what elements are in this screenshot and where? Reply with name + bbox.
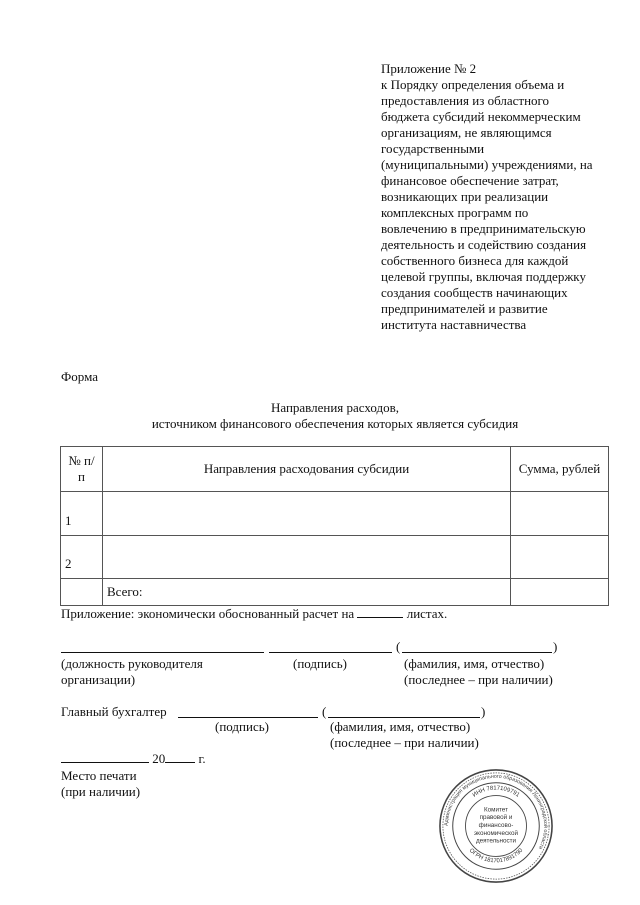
appendix-line: деятельность и содействию создания (381, 237, 587, 252)
total-label: Всего: (103, 579, 511, 606)
name-bracket-close: ) (553, 639, 558, 654)
table-row (61, 492, 609, 536)
accountant-label: Главный бухгалтер (61, 704, 167, 719)
title-line-2: источником финансового обеспечения которых является субсидия (151, 416, 519, 431)
appendix-line: бюджета субсидий некоммерческим (381, 109, 581, 124)
attachment-prefix: Приложение: экономически обоснованный расчет на (61, 606, 355, 621)
name-caption-2: (последнее – при наличии) (404, 672, 553, 687)
name-blank (402, 641, 552, 653)
seal-center-line: Комитет (484, 806, 508, 814)
appendix-line: целевой группы, включая поддержку (381, 269, 586, 284)
appendix-line: государственными (381, 141, 485, 156)
expenses-table (60, 446, 609, 606)
stamp-place-line-1: Место печати (61, 768, 137, 783)
name-bracket-open: ( (396, 639, 401, 654)
header-sum: Сумма, рублей (511, 447, 609, 492)
date-year-prefix: 20 (152, 751, 166, 766)
seal-ogrn: ОГРН 1817017891790 (467, 847, 525, 865)
row-sum (511, 492, 609, 536)
appendix-header (381, 61, 631, 333)
date-day-month-blank (61, 751, 149, 763)
appendix-line: комплексных программ по (381, 205, 529, 220)
header-direction: Направления расходования субсидии (103, 447, 511, 492)
position-blank (61, 641, 264, 653)
accountant-bracket-open: ( (322, 704, 327, 719)
accountant-name-caption-1: (фамилия, имя, отчество) (330, 719, 471, 734)
row-direction (103, 492, 511, 536)
signature-blank (269, 641, 392, 653)
header-number: № п/п (61, 447, 103, 492)
title-line-1: Направления расходов, (270, 400, 400, 415)
appendix-line: Приложение № 2 (381, 61, 477, 76)
table-total-row (61, 579, 609, 606)
total-empty-cell (61, 579, 103, 606)
accountant-bracket-close: ) (481, 704, 486, 719)
seal-center-line: экономической (473, 829, 519, 837)
sheets-count-blank (357, 606, 403, 618)
attachment-suffix: листах. (406, 606, 448, 621)
appendix-line: финансовое обеспечение затрат, (381, 173, 559, 188)
stamp-place-line-2: (при наличии) (61, 784, 141, 799)
official-seal-stamp (437, 767, 555, 885)
appendix-line: института наставничества (381, 317, 527, 332)
accountant-name-caption-2: (последнее – при наличии) (330, 735, 479, 750)
row-number: 2 (61, 536, 103, 579)
appendix-line: (муниципальными) учреждениями, на (381, 157, 593, 172)
attachment-line (61, 606, 447, 622)
position-caption-1: (должность руководителя (61, 656, 203, 671)
row-number: 1 (61, 492, 103, 536)
total-sum (511, 579, 609, 606)
appendix-line: возникающих при реализации (381, 189, 549, 204)
seal-center-line: финансово- (478, 821, 514, 829)
accountant-signature-blank (178, 706, 318, 718)
row-sum (511, 536, 609, 579)
accountant-name-blank (328, 706, 480, 718)
appendix-line: к Порядку определения объема и (381, 77, 565, 92)
date-line (61, 751, 206, 767)
table-header-row (61, 447, 609, 492)
date-year-blank (165, 751, 195, 763)
seal-center-line: деятельности (475, 837, 517, 845)
appendix-line: создания сообществ начинающих (381, 285, 568, 300)
table-row (61, 536, 609, 579)
appendix-line: собственного бизнеса для каждой (381, 253, 569, 268)
sign-caption: (подпись) (293, 656, 347, 671)
accountant-sign-caption: (подпись) (215, 719, 269, 734)
seal-ring-text: Администрация муниципального образования Ленинградской области (443, 773, 549, 851)
appendix-line: организациям, не являющимся (381, 125, 552, 140)
appendix-line: предпринимателей и развитие (381, 301, 548, 316)
appendix-line: вовлечению в предпринимательскую (381, 221, 586, 236)
seal-inn: ИНН 7817109791 (471, 785, 521, 799)
name-caption-1: (фамилия, имя, отчество) (404, 656, 545, 671)
row-direction (103, 536, 511, 579)
position-caption-2: организации) (61, 672, 136, 687)
form-label: Форма (61, 369, 98, 384)
date-year-suffix: г. (198, 751, 206, 766)
seal-center-line: правовой и (479, 814, 513, 822)
appendix-line: предоставления из областного (381, 93, 550, 108)
